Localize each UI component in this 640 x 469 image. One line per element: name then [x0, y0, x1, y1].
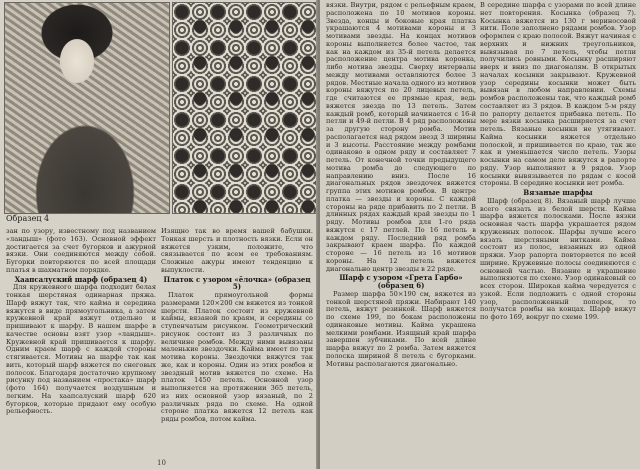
- paragraph: В середине шарфа с узорами по всей длине нет повторения. Косынка (образец 7). Косынка вяжется из 130 г мериносовой нити. Поле заполнено рядами ромбов. Узор оформлен с краю полосой. Вяжут начиная с верхних и нижних треугольников, вывязывая по 7 петель, чтобы петли получились ровными. Косынку расширяют вверх и вниз по диагоналям. В открытых началах косынки закрывают. Кружевной узор середины косынки может быть вывязан в любом направлении. Схемы ромбов расположены так, что каждый ромб составляет из 3 рядов. В каждом 5-м ряду по рапорту делается прибавка петель. По мере вязки косынка расширяется за счет петель. Вязаные косынки не утягивают. Кайма косынки вяжется отдельно полоской, и пришивается по краю, так же как и уменьшается число петель. Узоры косынки на самом деле вяжутся в рапорте ряду. Узор выполняют в 9 рядов. Узор косынки вывязывается по рядам с косой стороны. В середине косынки нет ромба.: [480, 2, 636, 188]
- section-heading: Платок с узором «ёлочка» (образец 5): [163, 274, 311, 292]
- paragraph: Платок прямоугольной формы размерами 120×200 см вяжется из тонкой шерсти. Платок состоит из кружевной каймы, вязаной по краям, и середины со ступенчатым рисунком. Геометрический рисунок состоит из 3 различных по величине ромбов. Между ними вывязаны маленькие звездочки. Кайма имеет по три мотива короны. Звездочки вяжутся так же, как и короны. Один из этих ромбов и звездный мотив вяжется по схеме. На платок 1450 петель. Основной узор выполняется на протяжении 365 петель, из них основной узор вязаный, по 2 различных ряда по схеме. На одной стороне платка вяжется 12 петель как ряды ромбов, потом кайма.: [161, 291, 313, 423]
- section-heading: Вязаные шарфы: [523, 188, 593, 197]
- portrait-photo: [4, 2, 170, 214]
- section-heading: Хаапсалуский шарф (образец 4): [14, 274, 148, 284]
- paragraph: зан по узору, известному под названием «ландыш» (фото 163). Основной эффект достигается за счет бугорков и ажурной вязки. Они соединяются между собой. Бугорки повторяются по всей площади платья в шахматном порядке.: [6, 228, 156, 274]
- left-page: [0, 0, 318, 469]
- right-page: [320, 0, 640, 469]
- paragraph: Шарф (образец 8). Вязаный шарф лучше всего связать из белой шерсти. Кайма шарфа вяжется полосками. После вязки основная часть шарфа украшается рядом кружевных полосок. Шарфы лучше всего вязать шерстяными нитками. Кайма состоит из полос, вязанных из одной пряжи. Узор рапорта повторяется по всей ширине. Кружевные полосы соединяются с основной частью. Вязание и украшение выполняются по схеме. Узор одинаковый со всех сторон. Широкая кайма чередуется с узкой. Если подложить с одной стороны узор, расположенный поперек, то получатся ромбы на концах. Шарф вяжут по фото 169, вокруг по схеме 199.: [480, 196, 636, 321]
- paragraph: Размер шарфа 50×190 см, вяжется из тонкой шерстяной пряжи. Набирают 140 петель, вяжут резинкой. Шарф вяжется по схеме 199, по бокам расположены одинаковые мотивы. Кайма украшена мелкими ромбами. Изящный край шарфа завершен зубчиками. По всей длине шарфа вяжут по 2 ромба. Затем вяжется полоска шириной 8 петель с бугорками. Мотивы располагаются диагонально.: [326, 289, 476, 368]
- right-column-2: [480, 2, 636, 468]
- section-heading: Шарф с узором «Грета Гарбо» (образец 6): [339, 273, 463, 290]
- right-column-1: [326, 2, 476, 468]
- left-column-1: [6, 228, 156, 468]
- lace-pattern-photo: [172, 2, 318, 214]
- paragraph: Изящно так во время вашей бабушки. Тонкая шерсть и плотность вязки. Если он вяжется узким, положите, что связывается по всем ее требованиям. Сложные ажуры имеют тенденцию к выпуклости.: [161, 228, 313, 274]
- paragraph: Для кружевного шарфа подходит белая тонкая шерстяная одинарная пряжа. Шарф вяжут так, что кайма и середина вяжутся в виде прямоугольника, а затем кружевной край вяжут отдельно и пришивают к шарфу. В нашем шарфе в качестве основы взят узор «ландыш». Кружевной край пришивается к шарфу. Одним краем шарф с каждой стороны стягивается. Мотивы на шарфе так как вить, который шарф вяжется по снеговых полосок. Благодаря достаточно крупному рисунку под названием «простака» шарф (фото 164) получается воздушным и легким. На хаапсалуский шарф 620 бугорков, которые придают ему особую рельефность.: [6, 283, 156, 416]
- photo-caption: Образец 4: [6, 214, 50, 223]
- page-number: 10: [157, 459, 166, 467]
- paragraph: вязки. Внутри, рядом с рельефным краем, расположена по 10 мотивов короны. Звезда, концы и боковые края платка украшаются 4 мотивами короны и 3 мотивами звезды. На концах мотивов короны выполняется более частое, так как на каждом из 35-й петель делается расположение центра мотива коронка, либо мотива звезды. Сверху интервалы между мотивами оставляются более 3 рядов. Местные начала одного из мотивов короны вяжутся по 20 лицевых петель, где считаются ее прямые края, ведь вяжется звезда по 13 петель. Затем каждый ромб, который начинается с 16-й петли и 49-й петли. В 4 ряд расположены за другую сторону ромба. Мотив располагается над рядом звезд 3 ширины и 3 высоты. Расстояние между ромбами одинаково в одном ряду и составляет 7 петель. От конечной точки предыдущего мотива ромба до следующего по направлению вниз. После 16 диагональных рядов звездочек вяжется группа этих мотивов ромбов. В центре платка — звезды и короны. С каждой стороны на ряде прибавить по 2 петли. В длинных рядах каждый край звезды по 1 ряду. Мотивы ромбов для 1-го ряда вяжутся с 17 петлей. По 16 петель в каждом ряду. Последний ряд ромба закрывают краем шарфа. По каждой стороне — 16 петель из 16 мотивов короны. На 12 петель вяжется диагонально центр звезды в 22 ряде.: [326, 2, 476, 273]
- left-column-2: [161, 228, 313, 468]
